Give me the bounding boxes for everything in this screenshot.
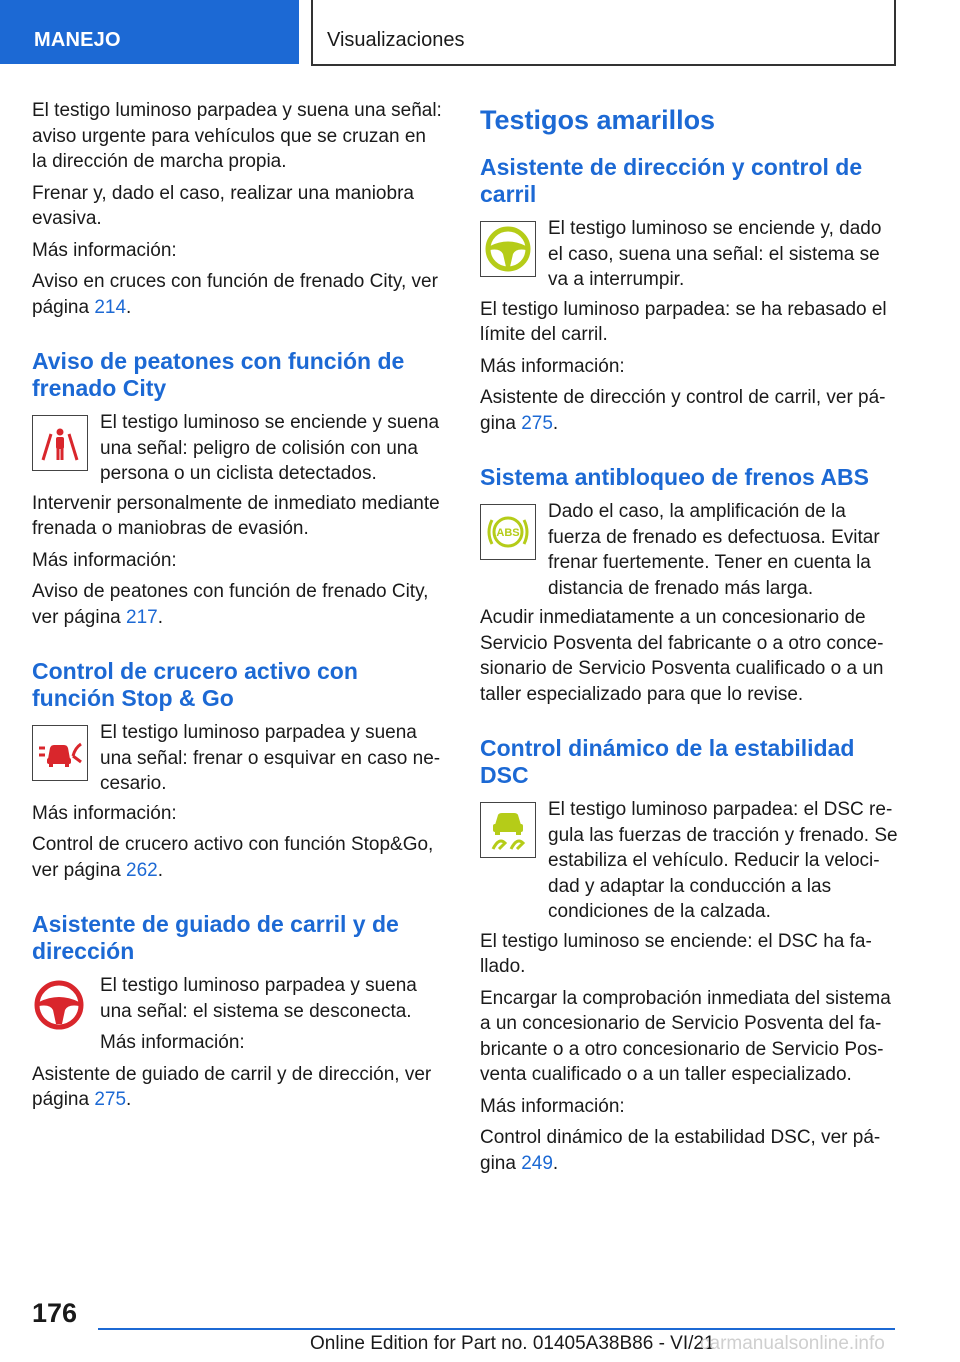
direccion-indicator-text: El testigo luminoso se enciende y, dado el caso, suena una señal: el sistema se va a interrumpir.: [548, 218, 882, 290]
dsc-skid-car-icon: [480, 802, 536, 858]
guiado-indicator-block: [32, 973, 444, 1056]
direccion-indicator-block: [480, 216, 898, 293]
page-number: 176: [32, 1298, 78, 1328]
section-title-abs: Sistema antibloqueo de frenos ABS: [480, 464, 869, 490]
dsc-paragraph-2: Encargar la comprobación inmediata del sistema a un concesionario de Servicio Posventa del fa-bricante o a otro concesionario de Servicio Pos-venta cualificado o a un taller especializado.: [480, 987, 891, 1085]
peatones-more-info: Más información:: [32, 549, 177, 571]
section-title-guiado: Asistente de guiado de carril y de dirección: [32, 911, 399, 964]
page-link-262[interactable]: 262: [126, 859, 158, 881]
abs-indicator-block: [480, 499, 898, 601]
page-link-217[interactable]: 217: [126, 606, 158, 628]
peatones-indicator-text: El testigo luminoso se enciende y suena una señal: peligro de colisión con una persona o un ciclista detectados.: [100, 412, 440, 484]
page-header: [0, 0, 960, 66]
steering-wheel-red-icon: [32, 978, 88, 1034]
direccion-reference: Asistente de dirección y control de carril, ver pá-gina 275.: [480, 387, 886, 434]
page-link-275-right[interactable]: 275: [521, 412, 553, 434]
direccion-paragraph: El testigo luminoso parpadea: se ha rebasado el límite del carril.: [480, 298, 887, 345]
crucero-more-info: Más información:: [32, 802, 177, 824]
intro-paragraph-1: El testigo luminoso parpadea y suena una señal: aviso urgente para vehículos que se cruzan en la dirección de marcha propia.: [32, 100, 442, 172]
footer-divider: [98, 1328, 895, 1330]
pedestrian-warning-icon: [32, 415, 88, 471]
edition-info: Online Edition for Part no. 01405A38B86 - VI/21: [310, 1333, 715, 1354]
section-title-crucero: Control de crucero activo con función Stop & Go: [32, 658, 358, 711]
intro-more-info: Más información:: [32, 239, 177, 261]
guiado-indicator-text: El testigo luminoso parpadea y suena una señal: el sistema se desconecta.: [100, 975, 417, 1022]
steering-wheel-yellow-icon: [480, 221, 536, 277]
watermark: carmanualsonline.info: [700, 1333, 885, 1354]
section-title-peatones: Aviso de peatones con función de frenado City: [32, 348, 405, 401]
collision-warning-car-icon: [32, 725, 88, 781]
dsc-indicator-text: El testigo luminoso parpadea: el DSC re-gula las fuerzas de tracción y frenado. Se estabiliza el vehículo. Reducir la veloci-dad y adaptar la conducción a las condiciones de la calzada.: [548, 799, 898, 922]
abs-paragraph: Acudir inmediatamente a un concesionario de Servicio Posventa del fabricante o a otro conce-sionario de Servicio Posventa cualificado o a un taller especializado para que lo revise.: [480, 607, 884, 705]
left-column: [32, 98, 444, 1119]
intro-paragraph-2: Frenar y, dado el caso, realizar una maniobra evasiva.: [32, 182, 414, 229]
abs-indicator-text: Dado el caso, la amplificación de la fuerza de frenado es defectuosa. Evitar frenar fuertemente. Tener en cuenta la distancia de frenado más larga.: [548, 501, 880, 599]
section-tab[interactable]: MANEJO: [0, 0, 299, 64]
peatones-reference: Aviso de peatones con función de frenado City, ver página 217.: [32, 581, 429, 628]
section-heading-amarillos: Testigos amarillos: [480, 105, 716, 135]
dsc-paragraph-1: El testigo luminoso se enciende: el DSC ha fa-llado.: [480, 930, 872, 977]
direccion-more-info: Más información:: [480, 355, 625, 377]
page-link-249[interactable]: 249: [521, 1152, 553, 1174]
dsc-indicator-block: [480, 797, 898, 925]
chapter-title: Visualizaciones: [311, 0, 896, 66]
page-link-214[interactable]: 214: [94, 296, 127, 318]
dsc-reference: Control dinámico de la estabilidad DSC, ver pá-gina 249.: [480, 1127, 881, 1174]
crucero-reference: Control de crucero activo con función Stop&Go, ver página 262.: [32, 834, 434, 881]
abs-warning-icon: [480, 504, 536, 560]
peatones-indicator-block: [32, 410, 444, 487]
right-column: [480, 98, 898, 1182]
crucero-indicator-text: El testigo luminoso parpadea y suena una señal: frenar o esquivar en caso ne-cesario.: [100, 722, 441, 794]
dsc-more-info: Más información:: [480, 1095, 625, 1117]
section-title-direccion: Asistente de dirección y control de carril: [480, 154, 863, 207]
crucero-indicator-block: [32, 720, 444, 797]
page-link-275-left[interactable]: 275: [94, 1089, 127, 1110]
section-title-dsc: Control dinámico de la estabilidad DSC: [480, 735, 855, 788]
peatones-paragraph: Intervenir personalmente de inmediato mediante frenada o maniobras de evasión.: [32, 492, 440, 539]
abs-icon-label: ABS: [496, 527, 520, 539]
guiado-more-info: Más información:: [100, 1032, 245, 1053]
intro-reference: Aviso en cruces con función de frenado City, ver página 214.: [32, 271, 438, 318]
guiado-reference: Asistente de guiado de carril y de dirección, ver página 275.: [32, 1063, 432, 1110]
